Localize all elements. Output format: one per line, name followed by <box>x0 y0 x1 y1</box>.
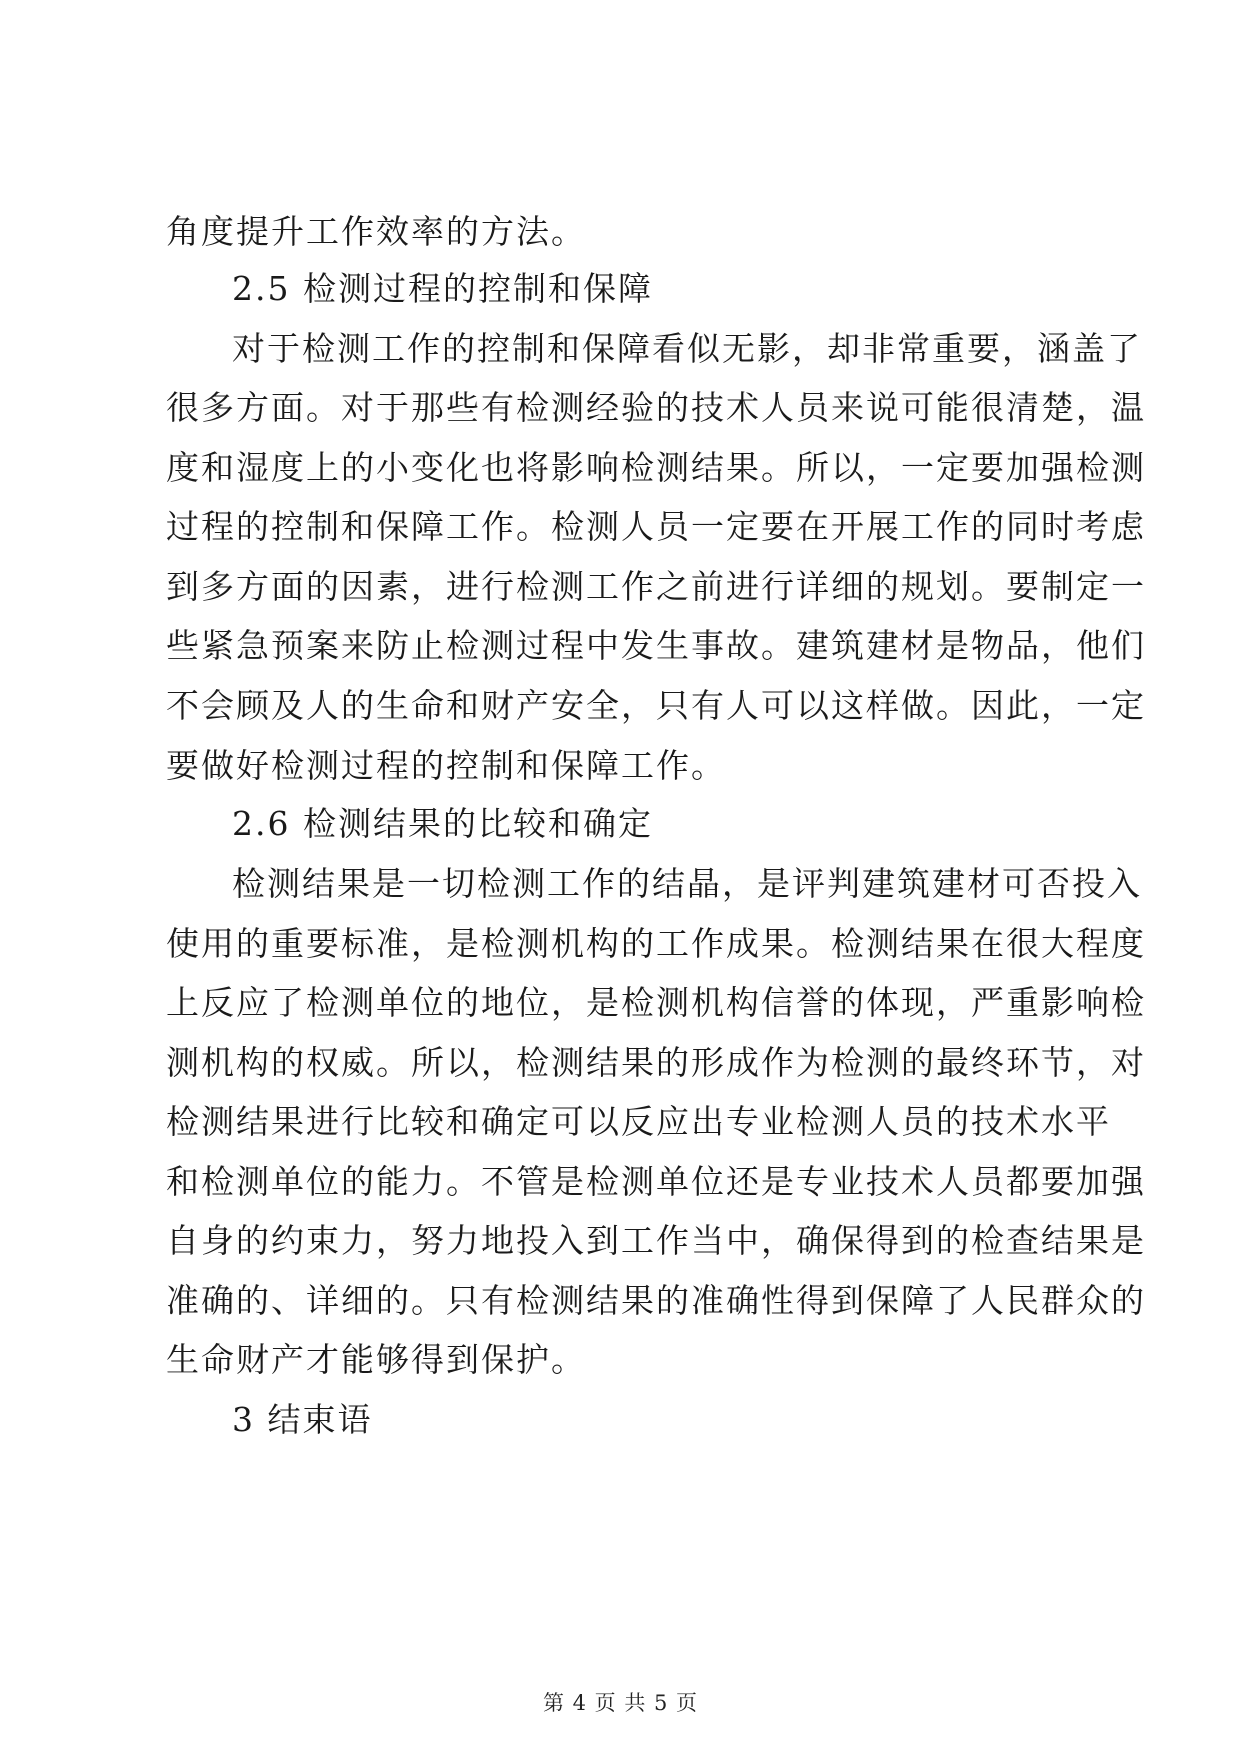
paragraph-line: 和检测单位的能力。不管是检测单位还是专业技术人员都要加强 <box>166 1162 1146 1201</box>
paragraph-line: 过程的控制和保障工作。检测人员一定要在开展工作的同时考虑 <box>166 507 1146 546</box>
paragraph-line: 要做好检测过程的控制和保障工作。 <box>166 746 726 785</box>
paragraph-line: 生命财产才能够得到保护。 <box>166 1340 586 1379</box>
section-heading: 2.5 检测过程的控制和保障 <box>232 269 653 308</box>
paragraph-line: 检测结果是一切检测工作的结晶，是评判建筑建材可否投入 <box>232 864 1142 903</box>
paragraph-line: 度和湿度上的小变化也将影响检测结果。所以，一定要加强检测 <box>166 448 1146 487</box>
page-number-footer: 第 4 页 共 5 页 <box>542 1691 699 1715</box>
paragraph-line: 测机构的权威。所以，检测结果的形成作为检测的最终环节，对 <box>166 1043 1146 1082</box>
paragraph-line: 些紧急预案来防止检测过程中发生事故。建筑建材是物品，他们 <box>166 626 1146 665</box>
paragraph-line: 准确的、详细的。只有检测结果的准确性得到保障了人民群众的 <box>166 1281 1146 1320</box>
paragraph-line: 自身的约束力，努力地投入到工作当中，确保得到的检查结果是 <box>166 1221 1146 1260</box>
paragraph-line: 使用的重要标准，是检测机构的工作成果。检测结果在很大程度 <box>166 924 1146 963</box>
paragraph-line: 上反应了检测单位的地位，是检测机构信誉的体现，严重影响检 <box>166 983 1146 1022</box>
section-heading: 3 结束语 <box>232 1400 373 1439</box>
paragraph-line: 到多方面的因素，进行检测工作之前进行详细的规划。要制定一 <box>166 567 1146 606</box>
paragraph-line: 很多方面。对于那些有检测经验的技术人员来说可能很清楚，温 <box>166 388 1146 427</box>
section-heading: 2.6 检测结果的比较和确定 <box>232 804 653 843</box>
paragraph-line: 检测结果进行比较和确定可以反应出专业检测人员的技术水平 <box>166 1102 1111 1141</box>
paragraph-line: 不会顾及人的生命和财产安全，只有人可以这样做。因此，一定 <box>166 686 1146 725</box>
paragraph-line: 角度提升工作效率的方法。 <box>166 212 586 251</box>
paragraph-line: 对于检测工作的控制和保障看似无影，却非常重要，涵盖了 <box>232 329 1142 368</box>
